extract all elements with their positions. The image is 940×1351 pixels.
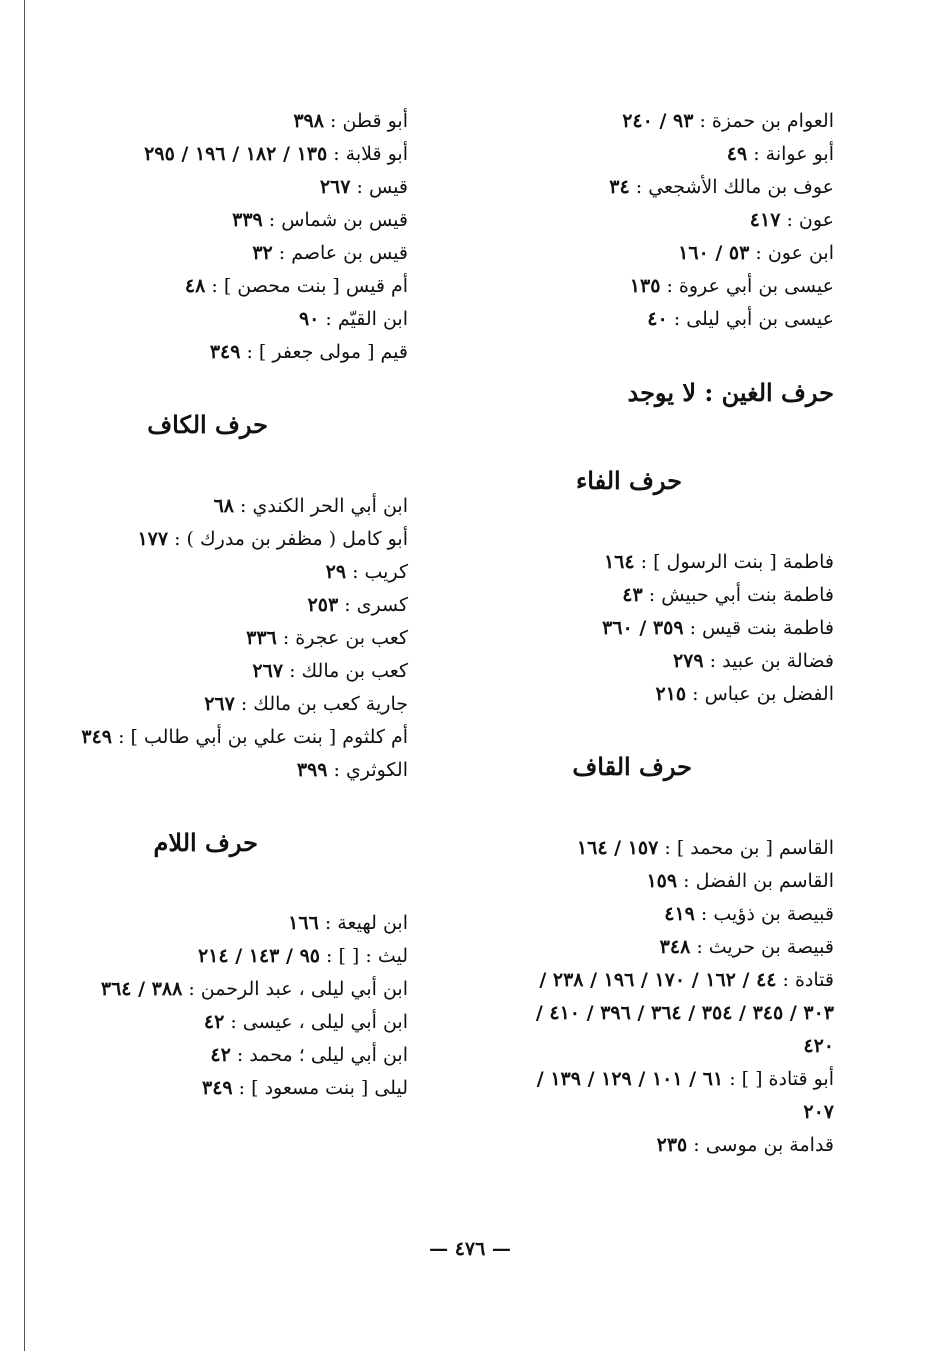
index-entry: قيس : ٢٦٧ xyxy=(319,176,408,198)
section-heading-lam: حرف اللام xyxy=(153,828,258,857)
index-entry: قبيصة بن حريث : ٣٤٨ xyxy=(659,936,834,958)
index-entry: أم كلثوم [ بنت علي بن أبي طالب ] : ٣٤٩ xyxy=(81,726,408,748)
index-entry: قيس بن شماس : ٣٣٩ xyxy=(232,209,408,231)
index-entry: الفضل بن عباس : ٢١٥ xyxy=(655,683,834,705)
index-entry: كعب بن مالك : ٢٦٧ xyxy=(252,660,408,682)
index-entry: ابن لهيعة : ١٦٦ xyxy=(288,912,408,934)
index-entry-continuation: ٢٠٧ xyxy=(803,1101,834,1123)
page-number: — ٤٧٦ — xyxy=(429,1238,511,1260)
index-entry: قدامة بن موسى : ٢٣٥ xyxy=(656,1134,834,1156)
index-entry: ليلى [ بنت مسعود ] : ٣٤٩ xyxy=(202,1077,408,1099)
section-heading-fa: حرف الفاء xyxy=(575,466,682,495)
index-entry: أبو قتادة [ ] : ٦١ / ١٠١ / ١٢٩ / ١٣٩ / xyxy=(536,1068,834,1090)
index-entry: ابن عون : ٥٣ / ١٦٠ xyxy=(678,242,834,264)
section-heading-ghain: حرف الغين : لا يوجد xyxy=(627,378,834,407)
index-entry: فاطمة بنت قيس : ٣٥٩ / ٣٦٠ xyxy=(602,617,834,639)
index-entry: ابن أبي الحر الكندي : ٦٨ xyxy=(213,495,408,517)
index-entry: أبو عوانة : ٤٩ xyxy=(726,143,834,165)
index-entry: عيسى بن أبي ليلى : ٤٠ xyxy=(647,308,834,330)
index-entry: ابن أبي ليلى ؛ محمد : ٤٢ xyxy=(210,1044,408,1066)
index-entry-continuation: ٤٢٠ xyxy=(803,1035,834,1057)
index-entry: عيسى بن أبي عروة : ١٣٥ xyxy=(629,275,834,297)
index-entry: قبيصة بن ذؤيب : ٤١٩ xyxy=(664,903,834,925)
index-entry: فضالة بن عبيد : ٢٧٩ xyxy=(672,650,834,672)
index-entry: جارية كعب بن مالك : ٢٦٧ xyxy=(204,693,408,715)
index-entry: أم قيس [ بنت محصن ] : ٤٨ xyxy=(184,275,408,297)
index-entry: عون : ٤١٧ xyxy=(749,209,834,231)
section-heading-kaf: حرف الكاف xyxy=(147,410,268,439)
index-entry: ابن أبي ليلى ، عبد الرحمن : ٣٨٨ / ٣٦٤ xyxy=(100,978,408,1000)
index-entry: فاطمة [ بنت الرسول ] : ١٦٤ xyxy=(603,551,834,573)
index-entry: كريب : ٢٩ xyxy=(325,561,408,583)
index-entry: قيم [ مولى جعفر ] : ٣٤٩ xyxy=(209,341,408,363)
index-entry: القاسم بن الفضل : ١٥٩ xyxy=(646,870,834,892)
margin-rule xyxy=(24,0,25,1351)
index-entry: كعب بن عجرة : ٣٣٦ xyxy=(246,627,408,649)
section-heading-qaf: حرف القاف xyxy=(572,752,692,781)
index-entry: ابن القيّم : ٩٠ xyxy=(298,308,408,330)
index-entry: ليث : [ ] : ٩٥ / ١٤٣ / ٢١٤ xyxy=(197,945,408,967)
index-entry: أبو كامل ( مظفر بن مدرك ) : ١٧٧ xyxy=(137,528,408,550)
index-entry-continuation: ٣٠٣ / ٣٤٥ / ٣٥٤ / ٣٦٤ / ٣٩٦ / ٤١٠ / xyxy=(535,1002,834,1024)
index-entry: العوام بن حمزة : ٩٣ / ٢٤٠ xyxy=(622,110,834,132)
index-entry: القاسم [ بن محمد ] : ١٥٧ / ١٦٤ xyxy=(576,837,834,859)
index-entry: عوف بن مالك الأشجعي : ٣٤ xyxy=(609,176,834,198)
index-entry: الكوثري : ٣٩٩ xyxy=(296,759,408,781)
index-entry: ابن أبي ليلى ، عيسى : ٤٢ xyxy=(203,1011,408,1033)
index-entry: قتادة : ٤٤ / ١٦٢ / ١٧٠ / ١٩٦ / ٢٣٨ / xyxy=(539,969,834,991)
index-entry: أبو قطن : ٣٩٨ xyxy=(293,110,408,132)
index-entry: أبو قلابة : ١٣٥ / ١٨٢ / ١٩٦ / ٢٩٥ xyxy=(144,143,408,165)
index-entry: قيس بن عاصم : ٣٢ xyxy=(252,242,408,264)
index-entry: كسرى : ٢٥٣ xyxy=(307,594,408,616)
index-entry: فاطمة بنت أبي حبيش : ٤٣ xyxy=(622,584,834,606)
